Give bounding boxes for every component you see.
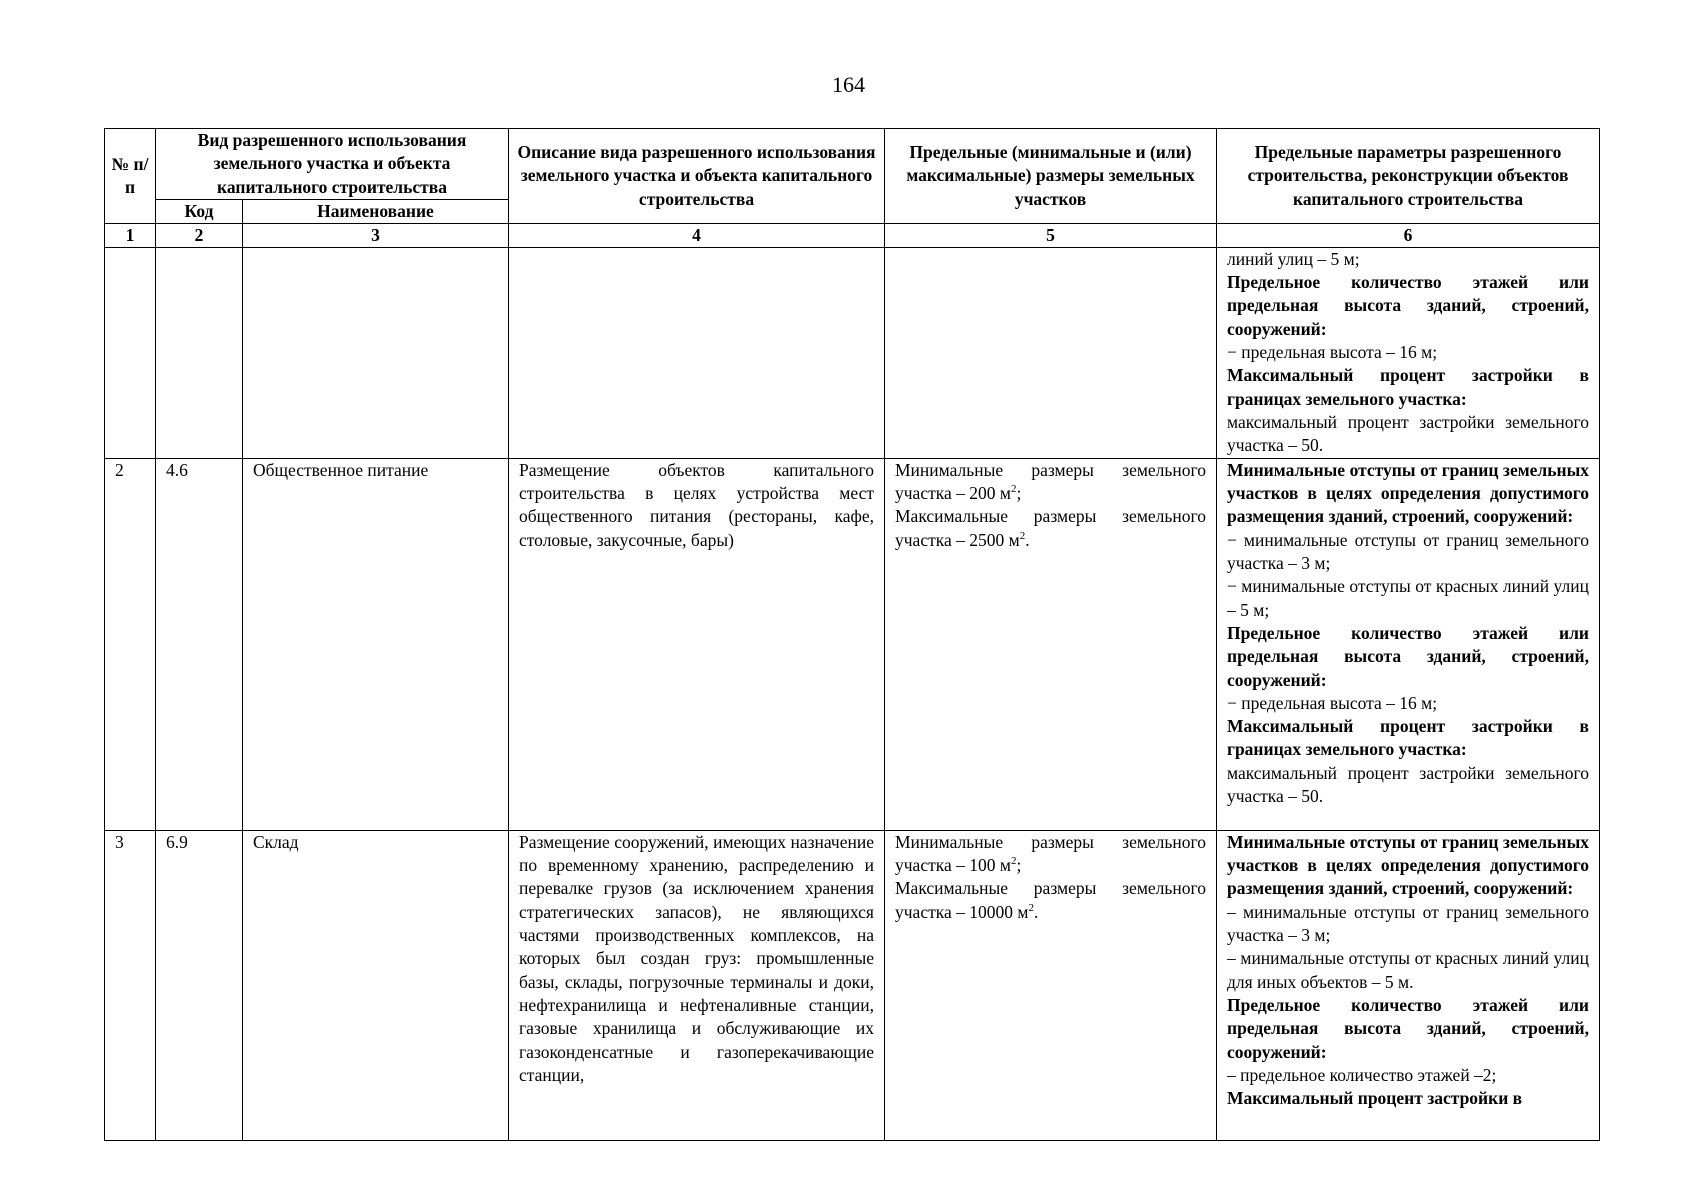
row-num: 2 <box>105 458 156 830</box>
param-line: − минимальные отступы от границ земельного участка – 3 м; <box>1227 529 1589 574</box>
header-index-1: 1 <box>105 223 156 247</box>
param-line: − предельная высота – 16 м; <box>1227 692 1438 713</box>
header-index-4: 4 <box>509 223 885 247</box>
param-heading: Предельное количество этажей или предельная высота зданий, строений, сооружений: <box>1227 622 1589 690</box>
param-line: − минимальные отступы от красных линий улиц – 5 м; <box>1227 576 1589 620</box>
param-heading: Максимальный процент застройки в <box>1227 1088 1523 1109</box>
param-line: – минимальные отступы от красных линий улиц для иных объектов – 5 м. <box>1227 948 1589 992</box>
header-use-group: Вид разрешенного использования земельного участка и объекта капитального строительства <box>156 129 509 200</box>
row-params <box>1217 830 1600 1140</box>
param-line: – минимальные отступы от границ земельного участка – 3 м; <box>1227 901 1589 946</box>
page-number: 164 <box>832 72 865 97</box>
row-code: 6.9 <box>156 830 243 1140</box>
header-sizes: Предельные (минимальные и (или) максимальные) размеры земельных участков <box>885 129 1217 224</box>
header-params: Предельные параметры разрешенного строительства, реконструкции объектов капитального строительства <box>1217 129 1600 224</box>
header-index-5: 5 <box>885 223 1217 247</box>
param-line: линий улиц – 5 м; <box>1227 248 1360 269</box>
size-line: Минимальные размеры земельного участка – 200 $м^2$; <box>895 459 1206 504</box>
table-row <box>105 830 1600 1140</box>
row-sizes <box>885 830 1217 1140</box>
row-code <box>156 247 243 458</box>
param-heading: Минимальные отступы от границ земельных участков в целях определения допустимого размещения зданий, строений, сооружений: <box>1227 831 1589 899</box>
table-header <box>105 129 1600 248</box>
param-heading: Максимальный процент застройки в границах земельного участка: <box>1227 716 1589 760</box>
row-num: 3 <box>105 830 156 1140</box>
param-heading: Минимальные отступы от границ земельных участков в целях определения допустимого размещения зданий, строений, сооружений: <box>1227 459 1589 527</box>
row-params <box>1217 458 1600 830</box>
row-num <box>105 247 156 458</box>
param-line: − предельная высота – 16 м; <box>1227 342 1438 363</box>
param-heading: Предельное количество этажей или предельная высота зданий, строений, сооружений: <box>1227 272 1589 339</box>
row-sizes <box>885 247 1217 458</box>
row-name: Склад <box>243 830 509 1140</box>
row-name: Общественное питание <box>243 458 509 830</box>
header-name: Наименование <box>243 199 509 223</box>
table-row <box>105 458 1600 830</box>
row-params <box>1217 247 1600 458</box>
row-name <box>243 247 509 458</box>
row-description <box>509 247 885 458</box>
param-heading: Предельное количество этажей или предельная высота зданий, строений, сооружений: <box>1227 994 1589 1062</box>
param-heading: Максимальный процент застройки в границах земельного участка: <box>1227 365 1589 409</box>
size-line: Минимальные размеры земельного участка – 100 $м^2$; <box>895 831 1206 876</box>
param-line: максимальный процент застройки земельного участка – 50. <box>1227 762 1589 807</box>
header-num: № п/п <box>105 129 156 224</box>
header-index-row <box>105 223 1600 247</box>
header-code: Код <box>156 199 243 223</box>
row-description: Размещение объектов капитального строительства в целях устройства мест общественного питания (рестораны, кафе, столовые, закусочные, бары) <box>509 458 885 830</box>
size-line: Максимальные размеры земельного участка – 2500 $м^2$. <box>895 506 1206 550</box>
row-sizes <box>885 458 1217 830</box>
table-row <box>105 247 1600 458</box>
row-code: 4.6 <box>156 458 243 830</box>
header-index-6: 6 <box>1217 223 1600 247</box>
param-line: – предельное количество этажей –2; <box>1227 1064 1497 1085</box>
regulations-table <box>104 128 1600 1141</box>
param-line: максимальный процент застройки земельного участка – 50. <box>1227 411 1589 456</box>
header-index-2: 2 <box>156 223 243 247</box>
header-index-3: 3 <box>243 223 509 247</box>
header-description: Описание вида разрешенного использования земельного участка и объекта капитального строительства <box>509 129 885 224</box>
size-line: Максимальные размеры земельного участка – 10000 $м^2$. <box>895 878 1206 922</box>
row-description: Размещение сооружений, имеющих назначение по временному хранению, распределению и перевалке грузов (за исключением хранения стратегических запасов), не являющихся частями производственных комплексов, на которых был создан груз: промышленные базы, склады, погрузочные терминалы и доки, нефтехранилища и нефтеналивные станции, газовые хранилища и обслуживающие их газоконденсатные и газоперекачивающие станции, <box>509 830 885 1140</box>
